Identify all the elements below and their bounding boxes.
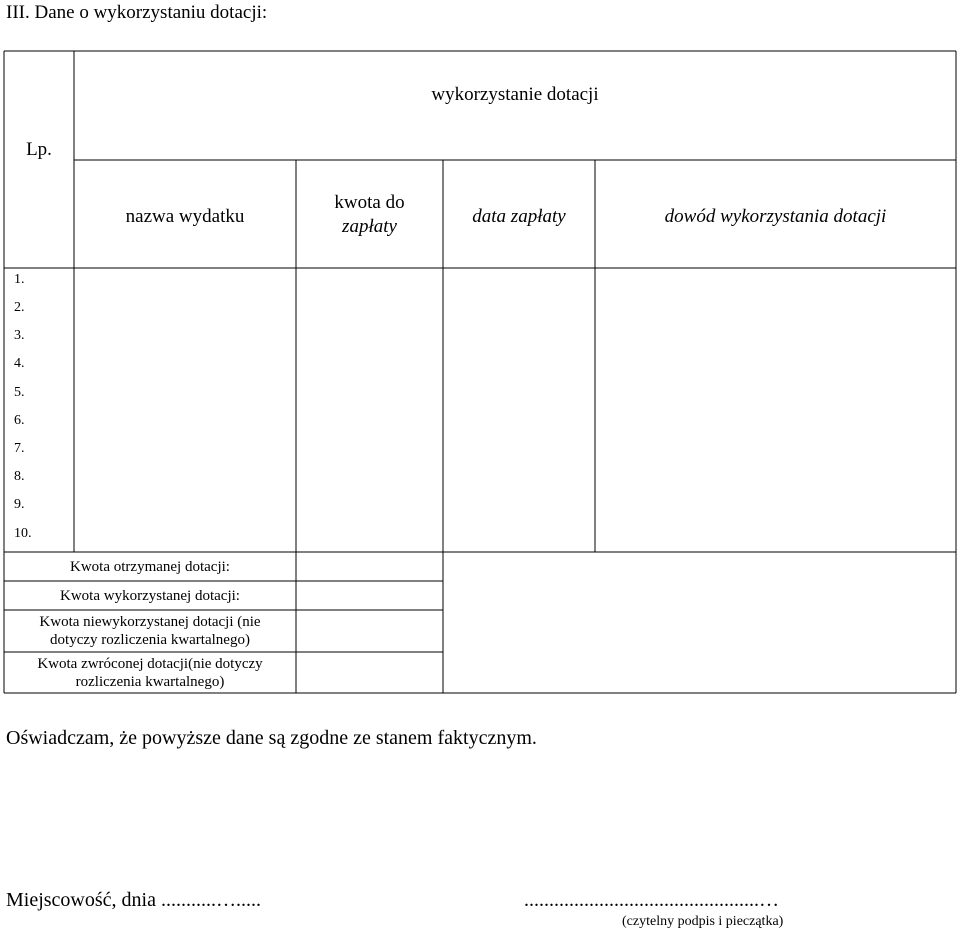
signature-caption: (czytelny podpis i pieczątka)	[622, 914, 784, 929]
signature-line: ...............................................…	[524, 889, 779, 911]
amount-header-line1: kwota do	[334, 192, 405, 213]
returned-amount-label-line2: rozliczenia kwartalnego)	[75, 674, 225, 690]
declaration-text: Oświadczam, że powyższe dane są zgodne ze stanem faktycznym.	[6, 727, 537, 749]
group-header: wykorzystanie dotacji	[431, 84, 599, 105]
unused-amount-label-line2: dotyczy rozliczenia kwartalnego)	[50, 632, 250, 648]
place-date-line: Miejscowość, dnia ...........….....	[6, 889, 261, 911]
row-number: 5.	[14, 385, 25, 400]
unused-amount-label-line1: Kwota niewykorzystanej dotacji (nie	[39, 614, 261, 630]
row-number: 4.	[14, 356, 25, 371]
row-number: 10.	[14, 526, 32, 541]
evidence-header: dowód wykorzystania dotacji	[664, 206, 887, 227]
section-title: III. Dane o wykorzystaniu dotacji:	[6, 2, 268, 23]
returned-amount-label-line1: Kwota zwróconej dotacji(nie dotyczy	[37, 656, 263, 672]
row-number: 8.	[14, 469, 25, 484]
payment-date-header: data zapłaty	[472, 206, 566, 227]
used-amount-label: Kwota wykorzystanej dotacji:	[60, 588, 240, 604]
amount-header-line2: zapłaty	[342, 216, 397, 237]
received-amount-label: Kwota otrzymanej dotacji:	[70, 559, 230, 575]
unused-amount-label	[4, 613, 296, 649]
row-number: 1.	[14, 272, 25, 287]
row-number: 7.	[14, 441, 25, 456]
amount-header	[296, 191, 443, 239]
expense-name-header: nazwa wydatku	[125, 206, 245, 227]
returned-amount-label	[4, 655, 296, 691]
row-number: 6.	[14, 413, 25, 428]
row-number: 2.	[14, 300, 25, 315]
row-number: 9.	[14, 497, 25, 512]
lp-header: Lp.	[26, 139, 52, 160]
row-number: 3.	[14, 328, 25, 343]
